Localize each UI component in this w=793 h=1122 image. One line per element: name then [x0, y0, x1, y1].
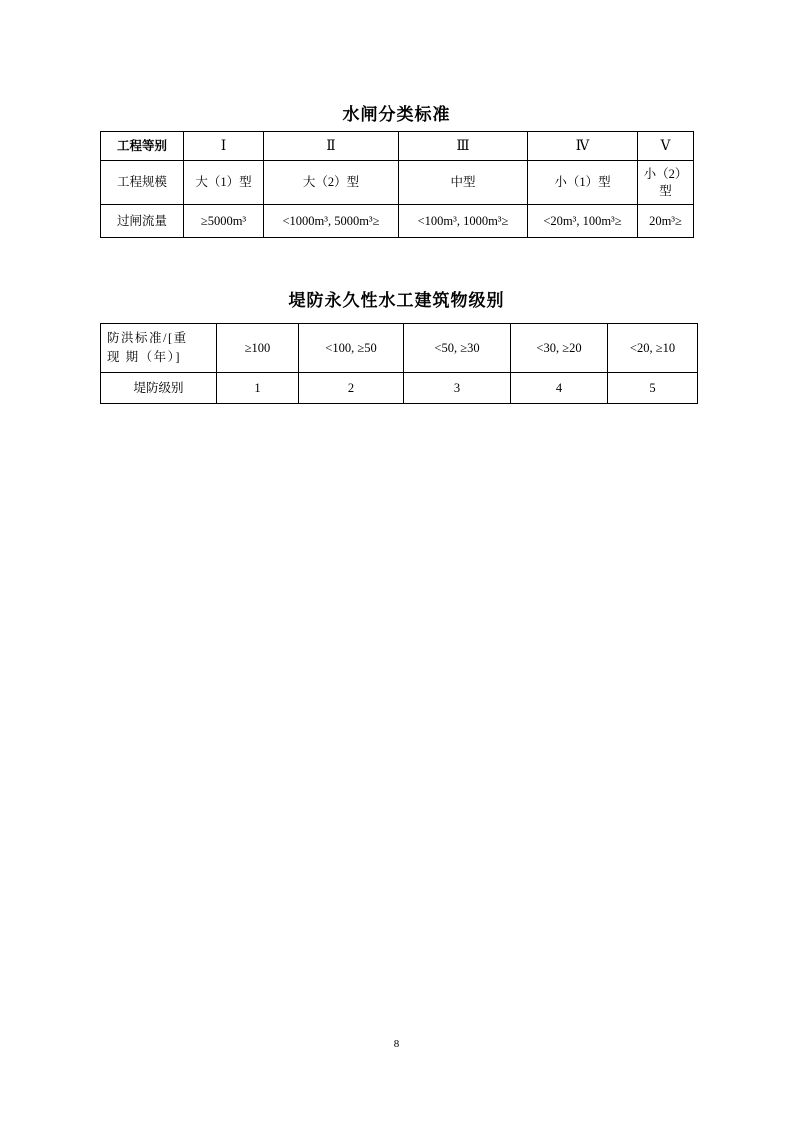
- t2-standard-2: <100, ≥50: [299, 324, 404, 373]
- t2-standard-4: <30, ≥20: [511, 324, 608, 373]
- t1-flow-2: <1000m³, 5000m³≥: [264, 205, 399, 238]
- levee-grade-table: [100, 323, 698, 404]
- t1-header-grade-1: Ⅰ: [184, 132, 264, 161]
- t1-scale-label: 工程规模: [101, 161, 184, 205]
- t2-flood-standard-label-line2: 现 期（年）]: [107, 350, 182, 364]
- t2-grade-5: 5: [608, 373, 698, 404]
- sluice-table-title: 水闸分类标准: [342, 105, 451, 124]
- t2-grade-2: 2: [299, 373, 404, 404]
- table-row: [101, 132, 694, 161]
- t1-flow-5: 20m³≥: [638, 205, 694, 238]
- sluice-classification-table: [100, 131, 694, 238]
- levee-table-title: 堤防永久性水工建筑物级别: [288, 291, 505, 310]
- t2-grade-4: 4: [511, 373, 608, 404]
- table-row: [101, 161, 694, 205]
- t1-flow-4: <20m³, 100m³≥: [528, 205, 638, 238]
- t2-flood-standard-label: [101, 324, 217, 373]
- t1-scale-3: 中型: [399, 161, 528, 205]
- t1-scale-5: 小（2）型: [638, 161, 694, 205]
- t1-header-grade-4: Ⅳ: [528, 132, 638, 161]
- page-number: 8: [393, 1038, 400, 1050]
- t1-header-label: 工程等别: [101, 132, 184, 161]
- t1-flow-3: <100m³, 1000m³≥: [399, 205, 528, 238]
- table-row: [101, 373, 698, 404]
- t2-standard-3: <50, ≥30: [404, 324, 511, 373]
- t2-standard-1: ≥100: [217, 324, 299, 373]
- t1-scale-2: 大（2）型: [264, 161, 399, 205]
- t1-flow-label: 过闸流量: [101, 205, 184, 238]
- t2-standard-5: <20, ≥10: [608, 324, 698, 373]
- t1-scale-1: 大（1）型: [184, 161, 264, 205]
- t2-grade-label: 堤防级别: [101, 373, 217, 404]
- t2-grade-1: 1: [217, 373, 299, 404]
- t1-scale-4: 小（1）型: [528, 161, 638, 205]
- table-row: [101, 324, 698, 373]
- t1-header-grade-2: Ⅱ: [264, 132, 399, 161]
- t2-flood-standard-label-line1: 防洪标准/[重: [107, 330, 188, 345]
- t2-grade-3: 3: [404, 373, 511, 404]
- t1-header-grade-3: Ⅲ: [399, 132, 528, 161]
- t1-flow-1: ≥5000m³: [184, 205, 264, 238]
- t1-header-grade-5: Ⅴ: [638, 132, 694, 161]
- table-row: [101, 205, 694, 238]
